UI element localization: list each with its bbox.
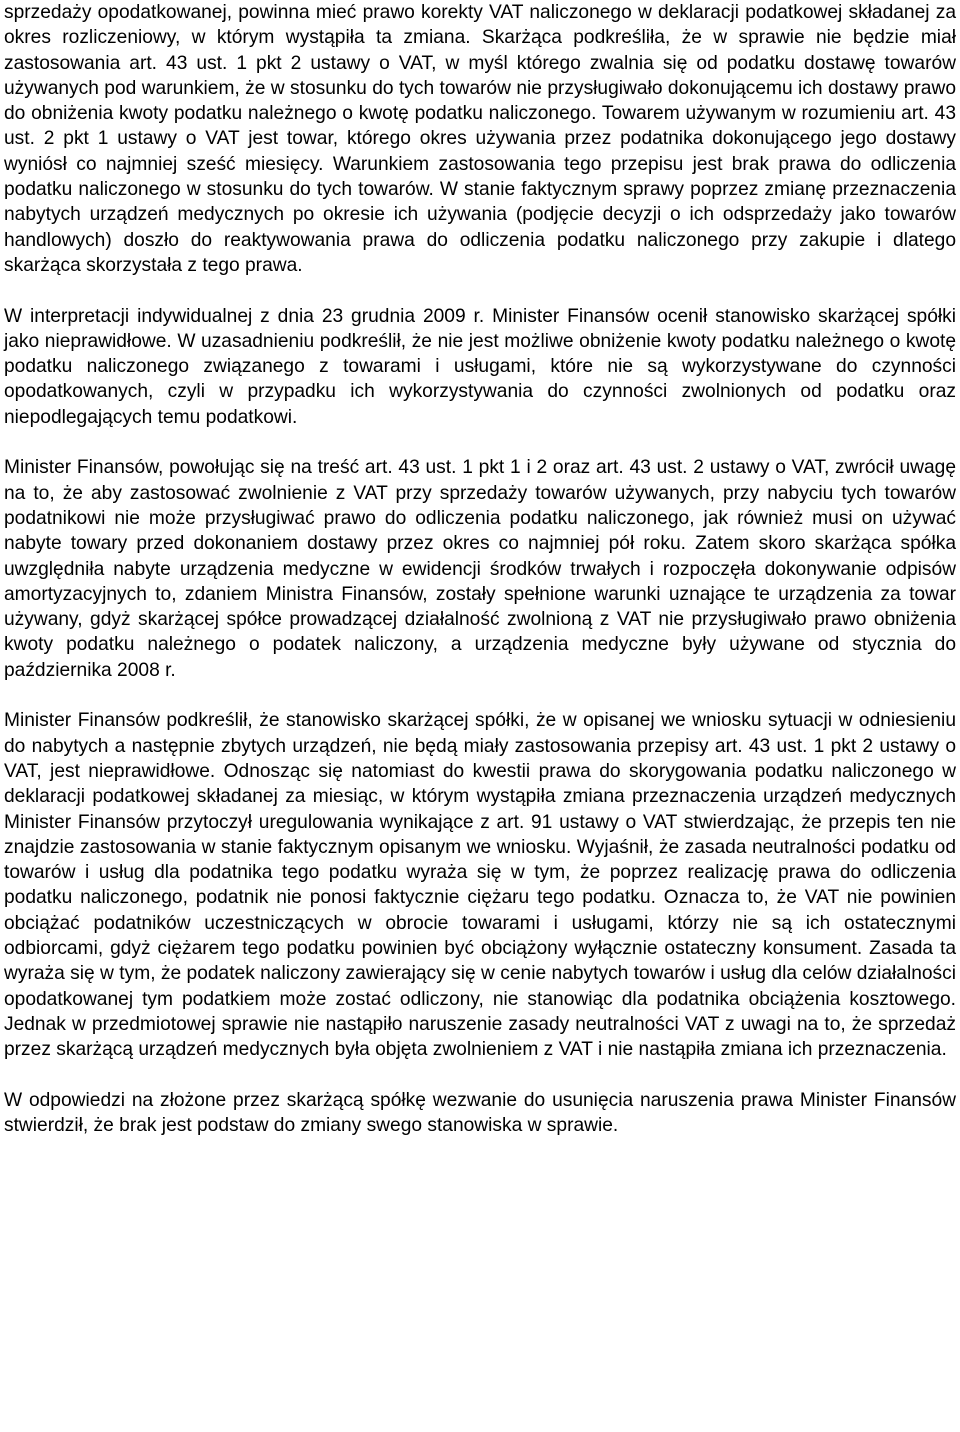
paragraph-ministry-reply: W odpowiedzi na złożone przez skarżącą spółkę wezwanie do usunięcia naruszenia prawa Minister Finansów stwierdził, że brak jest podstaw do zmiany swego stanowiska w sprawie. [4,1089,956,1137]
paragraph-individual-interpretation: W interpretacji indywidualnej z dnia 23 grudnia 2009 r. Minister Finansów ocenił stanowisko skarżącej spółki jako nieprawidłowe. W uzasadnieniu podkreślił, że nie jest możliwe obniżenie kwoty podatku należnego o kwotę podatku naliczonego związanego z towarami i usługami, które nie są wykorzystywane do czynności opodatkowanych, czyli w przypadku ich wykorzystywania do czynności zwolnionych od podatku oraz niepodlegających temu podatkowi. [4,305,956,428]
paragraph-vat-neutrality: Minister Finansów podkreślił, że stanowisko skarżącej spółki, że w opisanej we wniosku sytuacji w odniesieniu do nabytych a następnie zbytych urządzeń, nie będą miały zastosowania przepisy art. 43 ust. 1 pkt 2 ustawy o VAT, jest nieprawidłowe. Odnosząc się natomiast do kwestii prawa do skorygowania podatku naliczonego w deklaracji podatkowej składanej za miesiąc, w którym wystąpiła zmiana przeznaczenia urządzeń medycznych Minister Finansów przytoczył uregulowania wynikające z art. 91 ustawy o VAT stwierdzając, że przepis ten nie znajdzie zastosowania w stanie faktycznym opisanym we wniosku. Wyjaśnił, że zasada neutralności podatku od towarów i usług dla podatnika tego podatku wyraża się w tym, że poprzez realizację prawa do odliczenia podatku naliczonego, podatnik nie ponosi faktycznie ciężaru tego podatku. Oznacza to, że VAT nie powinien obciążać podatników uczestniczących w obrocie towarami i usługami, którzy nie są ich ostatecznymi odbiorcami, gdyż ciężarem tego podatku powinien być obciążony wyłącznie ostateczny konsument. Zasada ta wyraża się w tym, że podatek naliczony zawierający się w cenie nabytych towarów i usług dla celów działalności opodatkowanej tym podatkiem może zostać odliczony, nie stanowiąc dla podatnika obciążenia kosztowego. Jednak w przedmiotowej sprawie nie nastąpiło naruszenie zasady neutralności VAT z uwagi na to, że sprzedaż przez skarżącą urządzeń medycznych była objęta zwolnieniem z VAT i nie nastąpiła zmiana ich przeznaczenia. [4,710,956,1061]
paragraph-used-goods-exemption: Minister Finansów, powołując się na treść art. 43 ust. 1 pkt 1 i 2 oraz art. 43 ust. 2 ustawy o VAT, zwrócił uwagę na to, że aby zastosować zwolnienie z VAT przy sprzedaży towarów używanych, przy nabyciu tych towarów podatnikowi nie może przysługiwać prawo do odliczenia podatku naliczonego, jak również musi on używać nabyte towary przed dokonaniem dostawy przez okres co najmniej pół roku. Zatem skoro skarżąca spółka uwzględniła nabyte urządzenia medyczne w ewidencji środków trwałych i rozpoczęła dokonywanie odpisów amortyzacyjnych to, zdaniem Ministra Finansów, zostały spełnione warunki uznające te urządzenia za towar używany, gdyż skarżącej spółce prowadzącej działalność zwolnioną z VAT nie przysługiwało prawo obniżenia kwoty podatku należnego o podatek naliczony, a urządzenia medyczne były używane od stycznia do października 2008 r. [4,457,956,681]
paragraph-vat-correction-argument: sprzedaży opodatkowanej, powinna mieć prawo korekty VAT naliczonego w deklaracji podatkowej składanej za okres rozliczeniowy, w którym wystąpiła ta zmiana. Skarżąca podkreśliła, że w sprawie nie będzie miał zastosowania art. 43 ust. 1 pkt 2 ustawy o VAT, w myśl którego zwalnia się od podatku dostawę towarów używanych pod warunkiem, że w stosunku do tych towarów nie przysługiwało dokonującemu ich dostawy prawo do obniżenia kwoty podatku należnego o kwotę podatku naliczonego. Towarem używanym w rozumieniu art. 43 ust. 2 pkt 1 ustawy o VAT jest towar, którego okres używania przez podatnika dokonującego jego dostawy wyniósł co najmniej sześć miesięcy. Warunkiem zastosowania tego przepisu jest brak prawa do odliczenia podatku naliczonego w stosunku do tych towarów. W stanie faktycznym sprawy poprzez zmianę przeznaczenia nabytych urządzeń medycznych po okresie ich używania (podjęcie decyzji o ich odsprzedaży jako towarów handlowych) doszło do reaktywowania prawa do odliczenia podatku naliczonego przy zakupie i dlatego skarżąca skorzystała z tego prawa. [4,2,956,276]
